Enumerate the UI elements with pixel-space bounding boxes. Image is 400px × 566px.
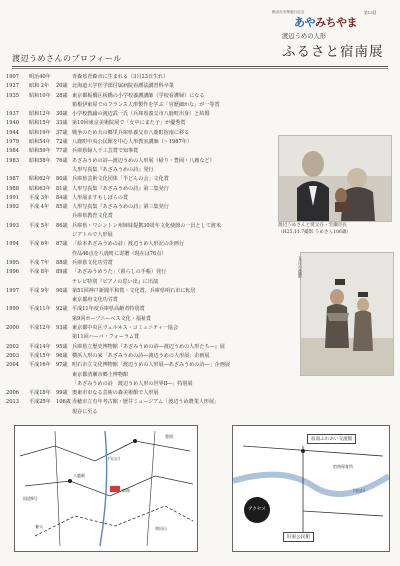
exhibition-title: ふるさと宿南展 xyxy=(282,44,384,60)
timeline-year: 2004 xyxy=(6,362,19,369)
timeline-row xyxy=(6,250,272,259)
timeline-text: 平成11年度兵庫県高齢者特別賞 xyxy=(72,306,145,313)
timeline-age: 93歳 xyxy=(56,325,68,332)
timeline-row xyxy=(6,212,272,221)
map-label: 国道9号 xyxy=(23,496,38,501)
timeline-text: 第11回ハーバ・フォーラム賞 xyxy=(72,334,140,341)
logo-tag: 第13回 xyxy=(364,10,377,15)
timeline-text: 人形展ますもしばらの賞 xyxy=(72,194,129,201)
map-label: 円山川 xyxy=(108,456,120,461)
timeline-text: 第9回ホープニーべス文化・福祉賞 xyxy=(72,315,152,322)
timeline-row xyxy=(6,203,272,212)
timeline-year: 1940 xyxy=(6,120,19,127)
timeline-row xyxy=(6,129,272,138)
timeline-era: 昭和54年 xyxy=(29,139,51,146)
timeline-text: 戦争のため夫の郷里兵庫県養父市八鹿町宿南に移る xyxy=(72,129,190,136)
doll-photo xyxy=(300,252,394,376)
timeline-year: 1983 xyxy=(6,157,19,164)
timeline-era: 昭和58年 xyxy=(29,157,51,164)
timeline-row xyxy=(6,82,272,91)
timeline-row xyxy=(6,138,272,147)
area-map xyxy=(14,425,198,552)
timeline-era: 平成 4年 xyxy=(29,204,50,211)
timeline-row xyxy=(6,361,272,370)
profile-timeline xyxy=(6,73,272,417)
timeline-row xyxy=(6,287,272,296)
timeline-era: 平成18年 xyxy=(29,390,51,397)
timeline-text: 作品46点を八鹿町に寄贈（現在は76点） xyxy=(72,250,167,257)
timeline-text: 兵庫県文化功労賞 xyxy=(72,259,113,266)
photo-caption: 五月の農繁 xyxy=(297,256,302,278)
timeline-row xyxy=(6,343,272,352)
timeline-era: 昭和12年 xyxy=(29,111,51,118)
timeline-age: 77歳 xyxy=(56,148,68,155)
timeline-year: 1995 xyxy=(6,259,19,266)
timeline-row xyxy=(6,110,272,119)
caption-line: 渡辺うめさんと愛父在・宅瀬市長 xyxy=(278,223,347,228)
timeline-text: 東京都清瀬市郷土博物館 xyxy=(72,371,129,378)
timeline-row xyxy=(6,92,272,101)
timeline-year: 1992 xyxy=(6,204,19,211)
timeline-age: 95歳 xyxy=(56,343,68,350)
timeline-text: 赤穂市立有年考古館・歴井ミュージアム「渡辺うめ農業人形展」 xyxy=(72,399,220,406)
timeline-row xyxy=(6,185,272,194)
timeline-text: 箱根伊東屋でのフランス人形製作を学ぶ「官歴細かな」が一等賞 xyxy=(72,101,220,108)
timeline-year: 2003 xyxy=(6,352,19,359)
timeline-text: 「あざみうめの詩 渡辺うめ人形の世界Ⅱ―」特別展 xyxy=(72,380,193,387)
timeline-text: 東京都府文化功労賞 xyxy=(72,297,118,304)
timeline-age: 99歳 xyxy=(56,390,68,397)
timeline-age: 86歳 xyxy=(56,222,68,229)
timeline-age: 80歳 xyxy=(56,176,68,183)
logo-mark xyxy=(294,14,357,30)
timeline-era: 平成11年 xyxy=(29,306,51,313)
map-label: 和田山 xyxy=(155,526,167,531)
timeline-year: 2002 xyxy=(6,343,19,350)
timeline-year: 1997 xyxy=(6,287,19,294)
timeline-row xyxy=(6,222,272,231)
timeline-age: 81歳 xyxy=(56,185,68,192)
timeline-text: ジアトルで人形展 xyxy=(72,232,113,239)
timeline-age: 33歳 xyxy=(56,120,68,127)
timeline-era: 昭和10年 xyxy=(29,92,51,99)
timeline-age: 89歳 xyxy=(56,269,68,276)
detail-map xyxy=(232,425,390,552)
map-label: 円山川 xyxy=(353,488,365,493)
timeline-text: 北海道大学医学部付属病院看護法講習科卒業 xyxy=(72,83,174,90)
timeline-era: 昭和63年 xyxy=(29,185,51,192)
timeline-text: 人形写真集『あざみうめの詩』発行 xyxy=(72,166,154,173)
timeline-text: 現存に至る xyxy=(72,408,98,415)
timeline-year: 1987 xyxy=(6,176,19,183)
timeline-row xyxy=(6,278,272,287)
timeline-year: 1944 xyxy=(6,129,19,136)
photo-caption xyxy=(278,222,351,236)
timeline-year: 1937 xyxy=(6,111,19,118)
timeline-year: 1999 xyxy=(6,306,19,313)
timeline-row xyxy=(6,305,272,314)
timeline-text: 青森県青森市に生まれる（3月23日生れ） xyxy=(72,74,169,80)
timeline-age: 85歳 xyxy=(56,204,68,211)
timeline-text: 奥東市市なる芸術の森美術館で人形展 xyxy=(72,390,159,397)
timeline-era: 平成14年 xyxy=(29,343,51,350)
timeline-text: 兵庫県芸術文化団体「半どんの会」文化賞 xyxy=(72,176,169,183)
timeline-era: 昭和62年 xyxy=(29,176,51,183)
timeline-row xyxy=(6,380,272,389)
timeline-age: 72歳 xyxy=(56,139,68,146)
timeline-text: 「あざみうめうた」（暮らしの手帳）発行 xyxy=(72,269,167,276)
timeline-age: 20歳 xyxy=(56,83,68,90)
timeline-year: 1996 xyxy=(6,269,19,276)
timeline-era: 平成16年 xyxy=(29,362,51,369)
timeline-year: 1907 xyxy=(6,74,19,80)
timeline-era: 平成25年 xyxy=(29,399,51,406)
logo-prefix: 横浜市市制施行記念 xyxy=(272,10,305,14)
timeline-row xyxy=(6,389,272,398)
timeline-age: 37歳 xyxy=(56,129,68,136)
timeline-row xyxy=(6,240,272,249)
map-label: 宿南保育所 xyxy=(333,464,353,469)
timeline-row xyxy=(6,231,272,240)
timeline-text: 兵庫県教育文化賞 xyxy=(72,213,113,220)
timeline-year: 1991 xyxy=(6,194,19,201)
divider xyxy=(12,68,388,69)
portrait-photo xyxy=(278,135,392,222)
timeline-text: 「絵本あざみうめの詩」渡辺うめ人形記の企画行 xyxy=(72,241,185,248)
timeline-text: 東京都中央区ウェルネス・コミュニティ一協会 xyxy=(72,325,179,332)
timeline-era: 明治40年 xyxy=(29,74,51,80)
timeline-era: 平成 9年 xyxy=(29,287,50,294)
timeline-era: 昭和 2年 xyxy=(29,83,50,90)
timeline-era: 平成 3年 xyxy=(29,194,50,201)
timeline-row xyxy=(6,73,272,82)
timeline-row xyxy=(6,175,272,184)
timeline-text: テレビ特別『ピアノの思い出』に出演 xyxy=(72,278,159,285)
timeline-era: 平成15年 xyxy=(29,352,51,359)
logo-mark-left: あや xyxy=(294,16,315,29)
timeline-year: 1994 xyxy=(6,241,19,248)
timeline-year: 2013 xyxy=(6,399,19,406)
timeline-row xyxy=(6,324,272,333)
timeline-age: 88歳 xyxy=(56,259,68,266)
timeline-age: 90歳 xyxy=(56,287,68,294)
timeline-text: 兵庫県立歴史博物館『あざみうめの詩―渡辺うめの人形たち―』展 xyxy=(72,343,225,350)
profile-heading: 渡辺うめさんのプロフィール xyxy=(12,54,122,63)
timeline-age: 97歳 xyxy=(56,362,68,369)
timeline-era: 昭和59年 xyxy=(29,148,51,155)
timeline-year: 1979 xyxy=(6,139,19,146)
timeline-text: 小学校教諭の渡辺武一氏（兵庫県養父市八鹿町出身）と結婚 xyxy=(72,111,210,118)
timeline-row xyxy=(6,333,272,342)
venue-box: 宿南ふれあい交流館 xyxy=(307,434,356,444)
timeline-age: 106歳 xyxy=(56,399,71,406)
timeline-age: 30歳 xyxy=(56,111,68,118)
venue-box: 旧東公民館 xyxy=(283,532,314,542)
timeline-year: 1993 xyxy=(6,222,19,229)
timeline-age: 76歳 xyxy=(56,157,68,164)
timeline-age: 96歳 xyxy=(56,352,68,359)
timeline-year: 1935 xyxy=(6,92,19,99)
timeline-text: 人形写真集『あざみうめの詩』第三集発行 xyxy=(72,204,169,211)
timeline-row xyxy=(6,119,272,128)
caption-line: （H25.11.7撮影 うめさん106歳） xyxy=(278,230,352,235)
timeline-year: 1984 xyxy=(6,148,19,155)
timeline-era: 平成 7年 xyxy=(29,259,50,266)
timeline-era: 昭和19年 xyxy=(29,129,51,136)
timeline-row xyxy=(6,408,272,417)
timeline-year: 1927 xyxy=(6,83,19,90)
timeline-row xyxy=(6,398,272,407)
timeline-text: 兵庫県婦人千工芸賞で知事賞 xyxy=(72,148,139,155)
map-label: 宿南 xyxy=(122,488,130,493)
timeline-text: 第10回東京美術院展で「女中にまた子」が優秀賞 xyxy=(72,120,186,127)
timeline-text: 八鹿町中央公民館を中心人形教室講師（～1987年） xyxy=(72,139,192,146)
timeline-text: 横浜人形の家「あざみうめの詩―渡辺うめの人形展」企画展 xyxy=(72,352,210,359)
timeline-row xyxy=(6,268,272,277)
timeline-row xyxy=(6,147,272,156)
timeline-text: 第51回神戸新聞平和賞・文化賞、兵庫県明石市に転居 xyxy=(72,287,196,294)
timeline-row xyxy=(6,101,272,110)
timeline-row xyxy=(6,352,272,361)
timeline-text: 東京都板橋区板橋の小学校養護講師（学校看護婦）になる xyxy=(72,92,205,99)
access-badge: アクセス xyxy=(244,497,270,523)
timeline-text: あざみうめの詩―渡辺うめの人形展（帰り・豊岡・八鹿など） xyxy=(72,157,215,164)
timeline-row xyxy=(6,194,272,203)
timeline-year: 1988 xyxy=(6,185,19,192)
exhibition-subtitle: 渡辺うめの人形 xyxy=(282,33,327,40)
event-logo xyxy=(272,10,384,32)
logo-mark-right: みちやま xyxy=(315,16,357,29)
timeline-age: 84歳 xyxy=(56,194,68,201)
timeline-year: 2006 xyxy=(6,390,19,397)
timeline-era: 平成 6年 xyxy=(29,241,50,248)
timeline-age: 28歳 xyxy=(56,92,68,99)
timeline-row xyxy=(6,315,272,324)
timeline-age: 92歳 xyxy=(56,306,68,313)
map-label: 八鹿駅 xyxy=(73,473,85,478)
timeline-era: 平成 5年 xyxy=(29,222,50,229)
timeline-text: 兵庫県・ワシントン州姉妹提携30周年文化使節の一員として渡米 xyxy=(72,222,221,229)
timeline-text: 人形写真集『あざみうめの詩』第二集発行 xyxy=(72,185,169,192)
divider xyxy=(12,66,388,67)
map-label: 豊岡 xyxy=(165,434,173,439)
timeline-era: 平成12年 xyxy=(29,325,51,332)
timeline-text: 明石市立文化博物館「渡辺うめの人形展―あざみうめの詩―」企画展 xyxy=(72,362,230,369)
map-label: 養父 xyxy=(35,524,43,529)
timeline-age: 87歳 xyxy=(56,241,68,248)
timeline-year: 2000 xyxy=(6,325,19,332)
timeline-row xyxy=(6,166,272,175)
timeline-row xyxy=(6,259,272,268)
timeline-row xyxy=(6,296,272,305)
timeline-row xyxy=(6,157,272,166)
timeline-row xyxy=(6,371,272,380)
timeline-era: 平成 8年 xyxy=(29,269,50,276)
timeline-era: 昭和15年 xyxy=(29,120,51,127)
